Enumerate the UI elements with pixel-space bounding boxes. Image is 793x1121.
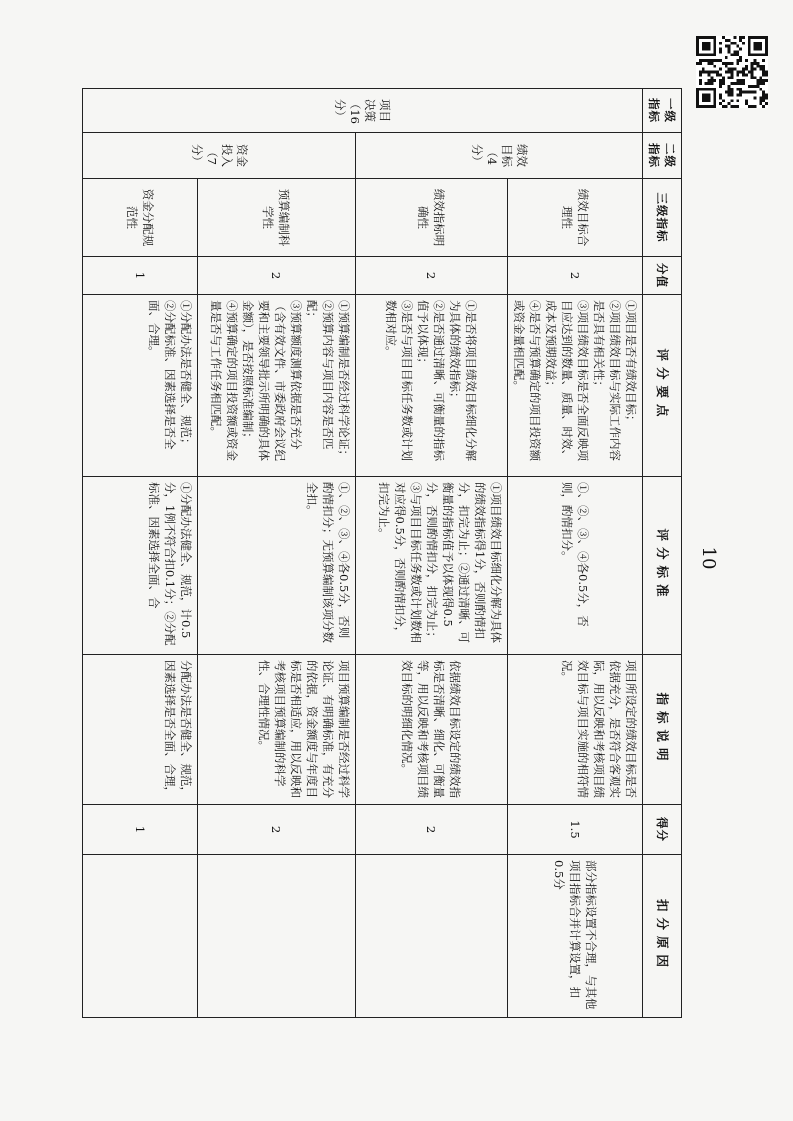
page-number: 10 <box>698 546 719 570</box>
point-item: ②预算内容与项目内容是否匹配； <box>305 300 335 450</box>
l2-label: 绩效目标（4分） <box>470 143 529 167</box>
points-cell <box>83 295 198 477</box>
l1-cell <box>83 89 643 133</box>
header-row <box>643 89 682 1018</box>
table-row <box>198 89 356 1018</box>
point-item: ①分配办法是否健全、规范； <box>179 300 193 450</box>
point-item: ③项目绩效目标是否全面反映项目应达到的数量、质量、时效、成本及预期效益； <box>544 300 590 461</box>
got-cell: 2 <box>198 805 356 855</box>
point-item: ③是否与项目目标任务数或计划数相对应。 <box>384 300 415 461</box>
header-reason: 扣分原因 <box>643 855 682 1018</box>
reason-cell <box>83 855 198 1018</box>
point-item: ①是否将项目绩效目标细化分解为具体的绩效指标； <box>448 300 479 461</box>
l3-cell: 绩效目标合理性 <box>508 179 643 257</box>
point-item: ①项目是否有绩效目标； <box>624 300 638 427</box>
score-cell: 2 <box>508 257 643 295</box>
l2-cell <box>356 133 643 179</box>
l1-label: 项目决策（16分） <box>333 97 393 124</box>
standard-cell: ①分配办法健全、规范，计0.5分，1例不符合扣0.1分；②分配标准、因素选择全面、合 <box>83 477 198 655</box>
table-row <box>508 89 643 1018</box>
header-score: 分值 <box>643 257 682 295</box>
got-cell: 1.5 <box>508 805 643 855</box>
header-notes: 指标说明 <box>643 655 682 805</box>
reason-cell <box>356 855 508 1018</box>
l3-cell: 预算编制科学性 <box>198 179 356 257</box>
standard-cell: ①项目绩效目标细化分解为具体的绩效指标得1分，否则酌情扣分，扣完为止；②通过清晰、可衡量的指标值予以体现得0.5分，否则酌情扣分，扣完为止；③与项目目标任务数或计划数相对应得0.5分，否则酌情扣分，扣完为止。 <box>356 477 508 655</box>
point-item: ④预算确定的项目投资额或资金量是否与工作任务相匹配。 <box>209 300 239 461</box>
l2-cell <box>83 133 356 179</box>
l2-label: 资金投入（7分） <box>190 143 249 167</box>
header-got: 得分 <box>643 805 682 855</box>
score-cell: 1 <box>83 257 198 295</box>
l3-cell: 资金分配规范性 <box>83 179 198 257</box>
score-cell: 2 <box>198 257 356 295</box>
standard-cell: ①、②、③、④各0.5分，否则，酌情扣分。 <box>508 477 643 655</box>
point-item: ①预算编制是否经过科学论证； <box>337 300 351 461</box>
table-row <box>356 89 508 1018</box>
reason-cell: 部分指标设置不合理，与其他项目指标合并计算设置，扣0.5分 <box>508 855 643 1018</box>
point-item: ②是否通过清晰、可衡量的指标值予以体现； <box>416 300 447 461</box>
points-cell <box>508 295 643 477</box>
got-cell: 2 <box>356 805 508 855</box>
l3-cell: 绩效指标明确性 <box>356 179 508 257</box>
notes-cell: 项目所设定的绩效目标是否依据充分，是否符合客观实际，用以反映和考核项目绩效目标与项目实施的相符情况。 <box>508 655 643 805</box>
notes-cell: 依据绩效目标设定的绩效指标是否清晰、细化、可衡量等，用以反映和考核项目绩效目标的明细化情况。 <box>356 655 508 805</box>
point-item: ④是否与预算确定的项目投资额或资金量相匹配。 <box>512 300 542 461</box>
header-points: 评分要点 <box>643 295 682 477</box>
standard-cell: ①、②、③、④各0.5分，否则酌情扣分；无预算编制该项分数全扣。 <box>198 477 356 655</box>
table-row <box>83 89 198 1018</box>
header-standard: 评分标准 <box>643 477 682 655</box>
points-cell <box>356 295 508 477</box>
point-item: ②分配标准、因素选择是否全面、合理。 <box>147 300 177 450</box>
notes-cell: 分配办法是否健全、规范，因素选择是否全面、合理， <box>83 655 198 805</box>
notes-cell: 项目预算编制是否经过科学论证、有明确标准，有充分的依据，资金额度与年度目标是否相适应，用以反映和考核项目预算编制的科学性、合理性情况。 <box>198 655 356 805</box>
header-l3: 三级指标 <box>643 179 682 257</box>
point-item: ②项目绩效目标与实际工作内容是否具有相关性； <box>592 300 622 461</box>
points-cell <box>198 295 356 477</box>
header-l2: 二级指标 <box>643 133 682 179</box>
evaluation-table <box>97 88 682 1018</box>
reason-cell <box>198 855 356 1018</box>
header-l1: 一级指标 <box>643 89 682 133</box>
qr-code <box>696 36 768 108</box>
got-cell: 1 <box>83 805 198 855</box>
score-cell: 2 <box>356 257 508 295</box>
point-item: ③预算额度测算依据是否充分（含有效文件、市委政府会议纪要和主要领导批示所明确的具体金额），是否按照标准编制； <box>241 300 303 461</box>
